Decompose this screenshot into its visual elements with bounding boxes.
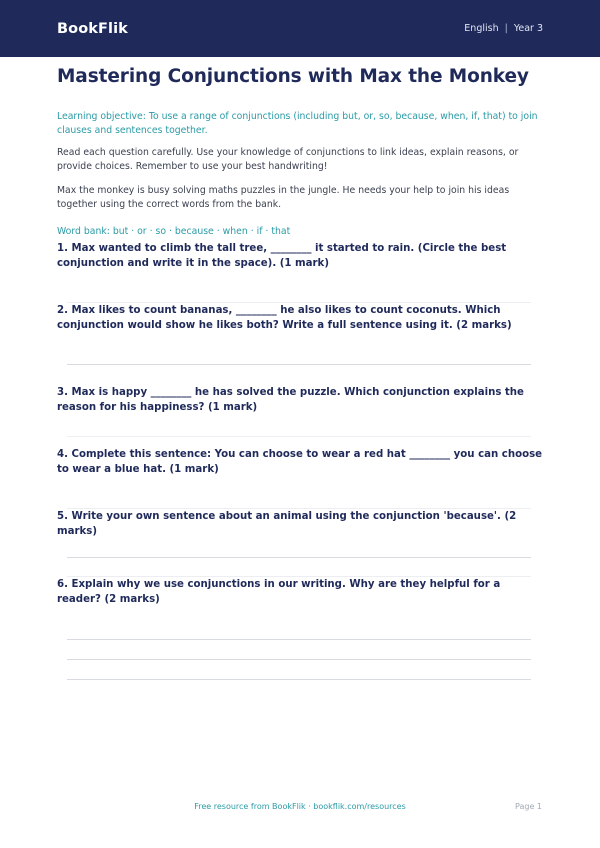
footer-credit[interactable]: Free resource from BookFlik · bookflik.com/resources <box>194 802 406 811</box>
question-2: 2. Max likes to count bananas, ________ he also likes to count coconuts. Which conjunction would show he likes both? Write a full sentence using it. (2 marks) <box>57 305 512 331</box>
page-title: Mastering Conjunctions with Max the Monkey <box>57 66 529 87</box>
answer-line[interactable] <box>67 557 531 558</box>
question-5: 5. Write your own sentence about an animal using the conjunction 'because'. (2 marks) <box>57 511 517 537</box>
subject-label: English <box>464 23 499 34</box>
question-1: 1. Max wanted to climb the tall tree, ________ it started to rain. (Circle the best conjunction and write it in the space). (1 mark) <box>57 243 507 269</box>
page-number: Page 1 <box>515 802 542 811</box>
answer-line[interactable] <box>67 364 531 365</box>
question-3: 3. Max is happy ________ he has solved the puzzle. Which conjunction explains the reason for his happiness? (1 mark) <box>57 387 524 413</box>
subject-year <box>464 23 543 34</box>
question-6: 6. Explain why we use conjunctions in our writing. Why are they helpful for a reader? (2 marks) <box>57 579 501 605</box>
answer-line[interactable] <box>67 659 531 660</box>
question-4: 4. Complete this sentence: You can choose to wear a red hat ________ you can choose to wear a blue hat. (1 mark) <box>57 449 543 475</box>
story-intro: Max the monkey is busy solving maths puzzles in the jungle. He needs your help to join his ideas together using the correct words from the bank. <box>57 185 510 210</box>
worksheet-intro <box>57 66 545 237</box>
instructions: Read each question carefully. Use your knowledge of conjunctions to link ideas, explain reasons, or provide choices. Remember to use your best handwriting! <box>57 147 519 172</box>
answer-line[interactable] <box>67 639 531 640</box>
meta-separator: | <box>504 23 508 34</box>
answer-line[interactable] <box>67 679 531 680</box>
word-bank: Word bank: but · or · so · because · when · if · that <box>57 226 291 237</box>
year-label: Year 3 <box>513 23 543 34</box>
top-bar <box>0 0 600 57</box>
brand-logo[interactable]: BookFlik <box>57 20 128 37</box>
answer-line[interactable] <box>67 436 531 437</box>
learning-objective: Learning objective: To use a range of conjunctions (including but, or, so, because, when, if, that) to join clauses and sentences together. <box>57 111 538 136</box>
